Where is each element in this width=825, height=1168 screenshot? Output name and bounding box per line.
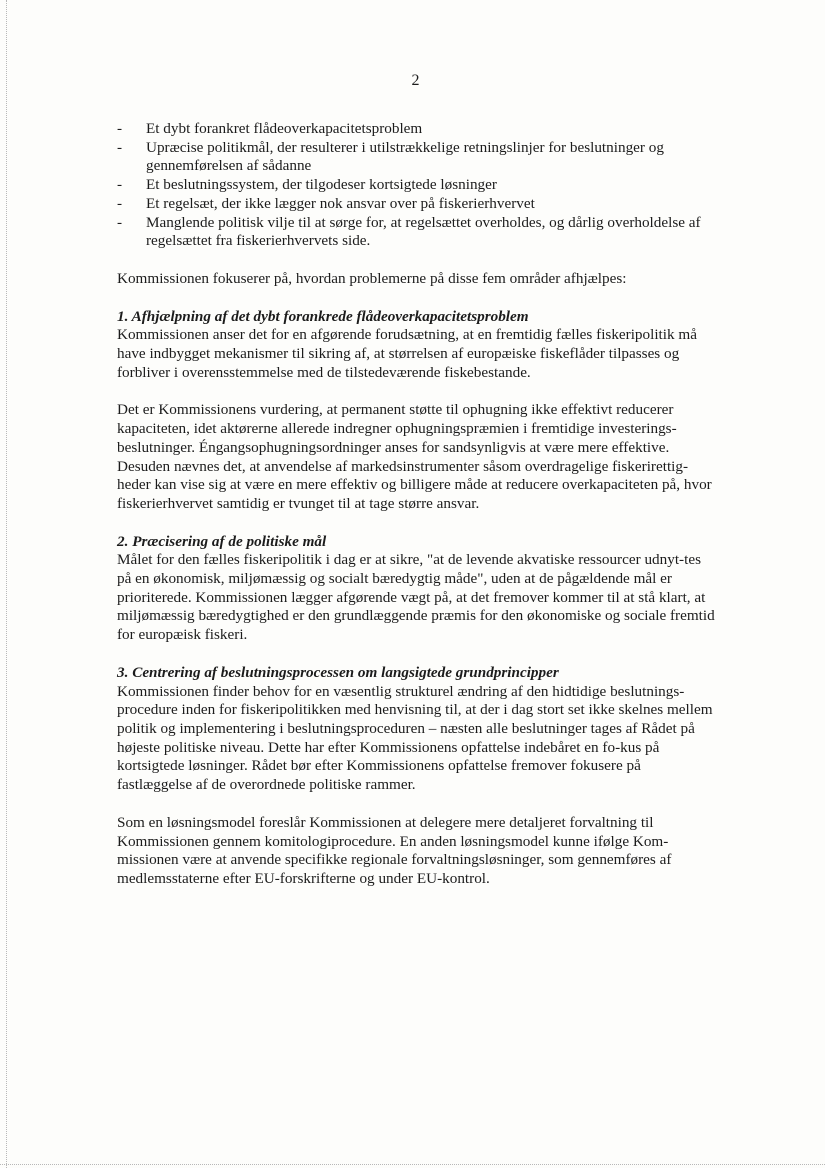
list-item-text: Et beslutningssystem, der tilgodeser kortsigtede løsninger [146, 176, 497, 194]
list-item [117, 195, 717, 214]
section-1-heading: 1. Afhjælpning af det dybt forankrede flådeoverkapacitetsproblem [117, 307, 529, 325]
section-2-paragraph-1: Målet for den fælles fiskeripolitik i dag er at sikre, "at de levende akvatiske ressourcer udnyt-tes på en økonomisk, miljømæssig og socialt bæredygtig måde", uden at de pågældende mål er prioriterede. Kommissionen lægger afgørende vægt på, at det fremover kommer til at stå klart, at miljømæssig bæredygtighed er den grundlæggende præmis for den økonomiske og sociale fremtid for europæisk fiskeri. [117, 551, 715, 644]
problem-list [117, 120, 717, 251]
section-3-paragraph-2: Som en løsningsmodel foreslår Kommissionen at delegere mere detaljeret forvaltning til Kommissionen gennem komitologiprocedure. En anden løsningsmodel kunne ifølge Kom-missionen være at anvende specifikke regionale forvaltningsløsninger, som gennemføres af medlemsstaterne efter EU-forskrifterne og under EU-kontrol. [117, 813, 672, 887]
dash-marker: - [117, 138, 123, 156]
list-item [117, 139, 717, 176]
list-item-text: Et regelsæt, der ikke lægger nok ansvar over på fiskerierhvervet [146, 194, 535, 212]
list-item-text: Et dybt forankret flådeoverkapacitetsproblem [146, 120, 423, 137]
page-edge-left [6, 0, 8, 1168]
page-number: 2 [411, 72, 420, 89]
list-item [117, 214, 717, 251]
section-3-paragraph-1: Kommissionen finder behov for en væsentlig strukturel ændring af den hidtidige beslutnings-procedure inden for fiskeripolitikken med henvisning til, at der i dag stort set ikke skelnes mellem politik og implementering i beslutningsproceduren – næsten alle beslutninger tages af Rådet på højeste politiske niveau. Dette har efter Kommissionens opfattelse indebåret en fo-kus på kortsigtede løsninger. Rådet bør efter Kommissionens opfattelse fremover fokusere på fastlæggelse af de overordnede politiske rammer. [117, 682, 713, 794]
section-1-paragraph-2: Det er Kommissionens vurdering, at permanent støtte til ophugning ikke effektivt reducerer kapaciteten, idet aktørerne allerede indregner ophugningspræmien i fremtidige investerings-beslutninger. Éngangsophugningsordninger anses for sandsynligvis at være mere effektive. Desuden nævnes det, at anvendelse af markedsinstrumenter såsom overdragelige fiskerirettig-heder kan vise sig at være en mere effektiv og billigere måde at reducere overkapaciteten på, hvor fiskerierhvervet samtidig er tvunget til at tage større ansvar. [117, 401, 712, 512]
section-1-paragraph-1: Kommissionen anser det for en afgørende forudsætning, at en fremtidig fælles fiskeripolitik må have indbygget mekanismer til sikring af, at størrelsen af europæiske fiskeflåder tilpasses og forbliver i overensstemmelse med de tilstedeværende fiskebestande. [117, 326, 697, 381]
dash-marker: - [117, 176, 123, 194]
dash-marker: - [117, 213, 123, 231]
dash-marker: - [117, 120, 123, 137]
section-3-heading: 3. Centrering af beslutningsprocessen om langsigtede grundprincipper [117, 663, 559, 681]
page-edge-bottom [0, 1163, 825, 1165]
intro-paragraph: Kommissionen fokuserer på, hvordan problemerne på disse fem områder afhjælpes: [117, 269, 627, 287]
list-item [117, 120, 717, 139]
document-body [117, 120, 717, 889]
section-2-heading: 2. Præcisering af de politiske mål [117, 532, 327, 550]
list-item [117, 176, 717, 195]
list-item-text: Upræcise politikmål, der resulterer i utilstrækkelige retningslinjer for beslutninger og gennemførelsen af sådanne [146, 138, 664, 175]
dash-marker: - [117, 194, 123, 212]
list-item-text: Manglende politisk vilje til at sørge for, at regelsættet overholdes, og dårlig overholdelse af regelsættet fra fiskerierhvervets side. [146, 213, 701, 250]
